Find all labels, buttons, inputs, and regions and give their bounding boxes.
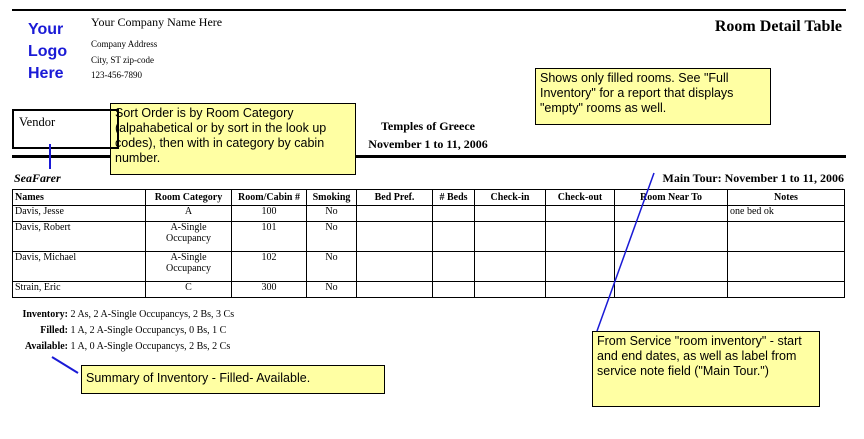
col-header-check-in: Check-in [475, 190, 546, 206]
cell-name: Strain, Eric [13, 282, 146, 298]
cell-name: Davis, Michael [13, 252, 146, 282]
company-address: Company Address [91, 39, 158, 49]
col-header-smoking: Smoking [307, 190, 357, 206]
summary-filled-value: 1 A, 2 A-Single Occupancys, 0 Bs, 1 C [70, 325, 227, 336]
filled-rooms-note: Shows only filled rooms. See "Full Inventory" for a report that displays "empty" rooms as well. [535, 68, 771, 125]
cell-smoking: No [307, 222, 357, 252]
cell-category: C [146, 282, 232, 298]
cell-smoking: No [307, 252, 357, 282]
cell-category: A [146, 206, 232, 222]
summary-note: Summary of Inventory - Filled- Available. [81, 365, 385, 394]
tour-name: Temples of Greece [381, 119, 475, 133]
summary-inventory-value: 2 As, 2 A-Single Occupancys, 2 Bs, 3 Cs [70, 309, 235, 320]
cell-room: 100 [232, 206, 307, 222]
cell-room: 102 [232, 252, 307, 282]
col-header-check-out: Check-out [546, 190, 615, 206]
cell-smoking: No [307, 206, 357, 222]
logo-line-3: Here [28, 65, 64, 82]
report-title: Room Detail Table [714, 18, 842, 35]
main-tour-heading: Main Tour: November 1 to 11, 2006 [662, 171, 844, 185]
col-header-room-cabin: Room/Cabin # [232, 190, 307, 206]
service-note: From Service "room inventory" - start and end dates, as well as label from service note field ("Main Tour.") [592, 331, 820, 407]
summary-inventory-label: Inventory: [22, 309, 68, 320]
summary-pointer-line [52, 357, 78, 373]
tour-dates: November 1 to 11, 2006 [368, 137, 488, 151]
cell-category: A-Single Occupancy [146, 222, 232, 252]
cell-smoking: No [307, 282, 357, 298]
summary-filled-label: Filled: [40, 325, 68, 336]
summary-available-label: Available: [24, 341, 68, 352]
col-header-room-near-to: Room Near To [615, 190, 728, 206]
sort-order-note: Sort Order is by Room Category (alpahabetical or by sort in the look up codes), then with in category by cabin number. [110, 103, 356, 175]
vendor-name: SeaFarer [14, 171, 61, 185]
cell-room: 300 [232, 282, 307, 298]
cell-room: 101 [232, 222, 307, 252]
cell-name: Davis, Jesse [13, 206, 146, 222]
company-name: Your Company Name Here [91, 15, 223, 29]
logo-line-2: Logo [28, 43, 68, 60]
vendor-label: Vendor [12, 109, 119, 149]
logo-line-1: Your [28, 21, 64, 38]
col-header-bed-pref: Bed Pref. [357, 190, 433, 206]
col-header-names: Names [13, 190, 146, 206]
cell-name: Davis, Robert [13, 222, 146, 252]
col-header-beds: # Beds [433, 190, 475, 206]
company-phone: 123-456-7890 [91, 70, 142, 80]
col-header-notes: Notes [728, 190, 845, 206]
service-pointer-line [597, 173, 654, 331]
col-header-room-category: Room Category [146, 190, 232, 206]
cell-notes: one bed ok [728, 206, 845, 222]
cell-category: A-Single Occupancy [146, 252, 232, 282]
company-city: City, ST zip-code [91, 55, 154, 65]
summary-available-value: 1 A, 0 A-Single Occupancys, 2 Bs, 2 Cs [70, 341, 231, 352]
